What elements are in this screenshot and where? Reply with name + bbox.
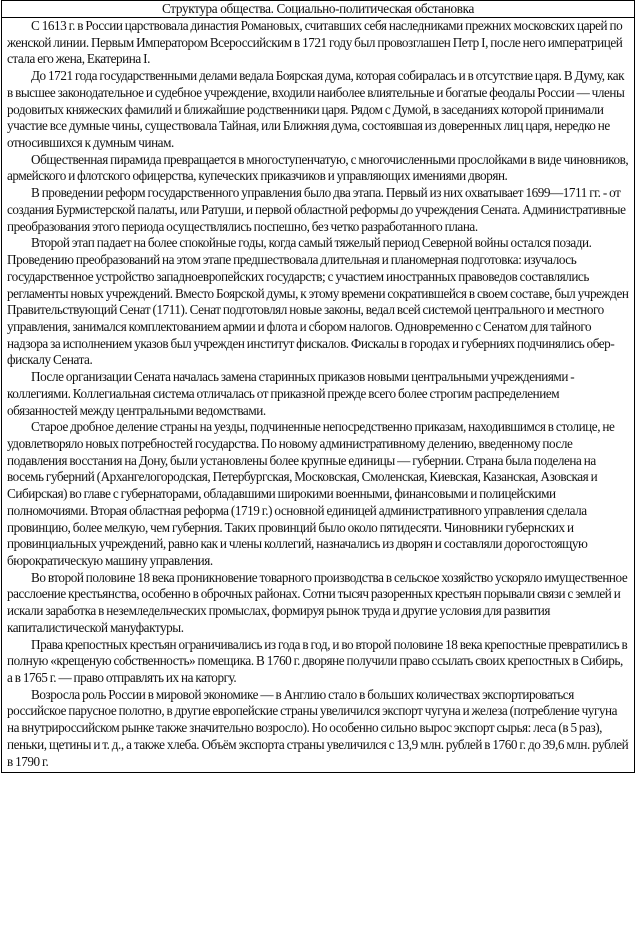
table-header [2, 1, 634, 18]
document-title: Структура общества. Социально-политическая обстановка [162, 1, 474, 16]
paragraph-serf-rights: Права крепостных крестьян ограничивались из года в год, и во второй половине 18 века крепостные превратились в полную «крещеную собственность» помещика. В 1760 г. дворяне получили право ссылать своих крепостных в Сибирь, а в 1765 г. — право отправлять их на каторгу. [7, 636, 628, 686]
paragraph-provinces: Старое дробное деление страны на уезды, подчиненные непосредственно приказам, находившимся в столице, не удовлетворяло новых потребностей государства. По новому административному делению, введенному после подавления восстания на Дону, были установлены более крупные единицы — губернии. Страна была поделена на восемь губерний (Архангелогородская, Петербургская, Московская, Смоленская, Киевская, Казанская, Азовская и Сибирская) во главе с губернаторами, обладавшими широкими военными, финансовыми и полицейскими полномочиями. Вторая областная реформа (1719 г.) основной единицей административного управления сделала провинцию, более мелкую, чем губерния. Таких провинций было около пятидесяти. Чиновники губернских и провинциальных учреждений, равно как и члены коллегий, назначались из дворян и составляли дорогостоящую бюрократическую машину управления. [7, 419, 615, 568]
paragraph-peasant-stratification: Во второй половине 18 века проникновение товарного производства в сельское хозяйство ускоряло имущественное расслоение крестьянства, особенно в оброчных районах. Сотни тысяч разоренных крестьян порывали связи с землей и искали заработка в неземледельческих промыслах, формируя рынок труда и другие условия для развития капиталистической мануфактуры. [7, 569, 628, 635]
paragraph-collegia: После организации Сената началась замена старинных приказов новыми центральными учреждениями - коллегиями. Коллегиальная система отличалась от приказной прежде всего более строгим распределением обязанностей между центральными ведомствами. [7, 369, 575, 418]
document-table [1, 0, 635, 773]
paragraph-boyar-duma: До 1721 года государственными делами ведала Боярская дума, которая собиралась и в отсутствие царя. В Думу, как в высшее законодательное и судебное учреждение, входили наиболее влиятельные и богатые феодалы России — члены родовитых княжеских фамилий и ближайшие родственники царя. Рядом с Думой, в заседаниях которой принимали участие все думные чины, существовала Тайная, или Ближняя дума, состоявшая из доверенных лиц царя, нередко не относившихся к думным чинам. [7, 68, 625, 151]
paragraph-social-pyramid: Общественная пирамида превращается в многоступенчатую, с многочисленными прослойками в виде чиновников, армейского и флотского офицерства, купеческих приказчиков и управляющих имениями дворян. [7, 151, 629, 184]
paragraph-reform-second-stage: Второй этап падает на более спокойные годы, когда самый тяжелый период Северной войны остался позади. Проведению преобразований на этом этапе предшествовала длительная и планомерная подготовка: изучалось государственное устройство западноевропейских государств; с участием иностранных правоведов составлялись регламенты новых учреждений. Вместо Боярской думы, к этому времени сократившейся в своем составе, был учрежден Правительствующий Сенат (1711). Сенат подготовлял новые законы, ведал всей системой центрального и местного управления, занимался комплектованием армии и флота и сбором налогов. Одновременно с Сенатом для тайного надзора за исполнением указов был учрежден институт фискалов. Фискалы в городах и губерниях подчинялись обер-фискалу Сената. [7, 235, 629, 368]
paragraph-romanov-dynasty: С 1613 г. в России царствовала династия Романовых, считавших себя наследниками прежних московских царей по женской линии. Первым Императором Всероссийским в 1721 году был провозглашен Петр I, после него императрицей стала его жена, Екатерина I. [7, 18, 623, 67]
table-body-cell [2, 18, 634, 772]
paragraph-reform-first-stage: В проведении реформ государственного управления было два этапа. Первый из них охватывает 1699—1711 гг. - от создания Бурмистерской палаты, или Ратуши, и первой областной реформы до учреждения Сената. Административные преобразования этого периода осуществлялись поспешно, без четко разработанного плана. [7, 185, 626, 234]
paragraph-world-economy: Возросла роль России в мировой экономике — в Англию стало в больших количествах экспортироваться российское парусное полотно, в другие европейские страны увеличился экспорт чугуна и железа (потребление чугуна на внутрироссийском рынке также значительно возросло). Но особенно сильно вырос экспорт сырья: леса (в 5 раз), пеньки, щетины и т. д., а также хлеба. Объём экспорта страны увеличился с 13,9 млн. рублей в 1760 г. до 39,6 млн. рублей в 1790 г. [7, 686, 629, 769]
